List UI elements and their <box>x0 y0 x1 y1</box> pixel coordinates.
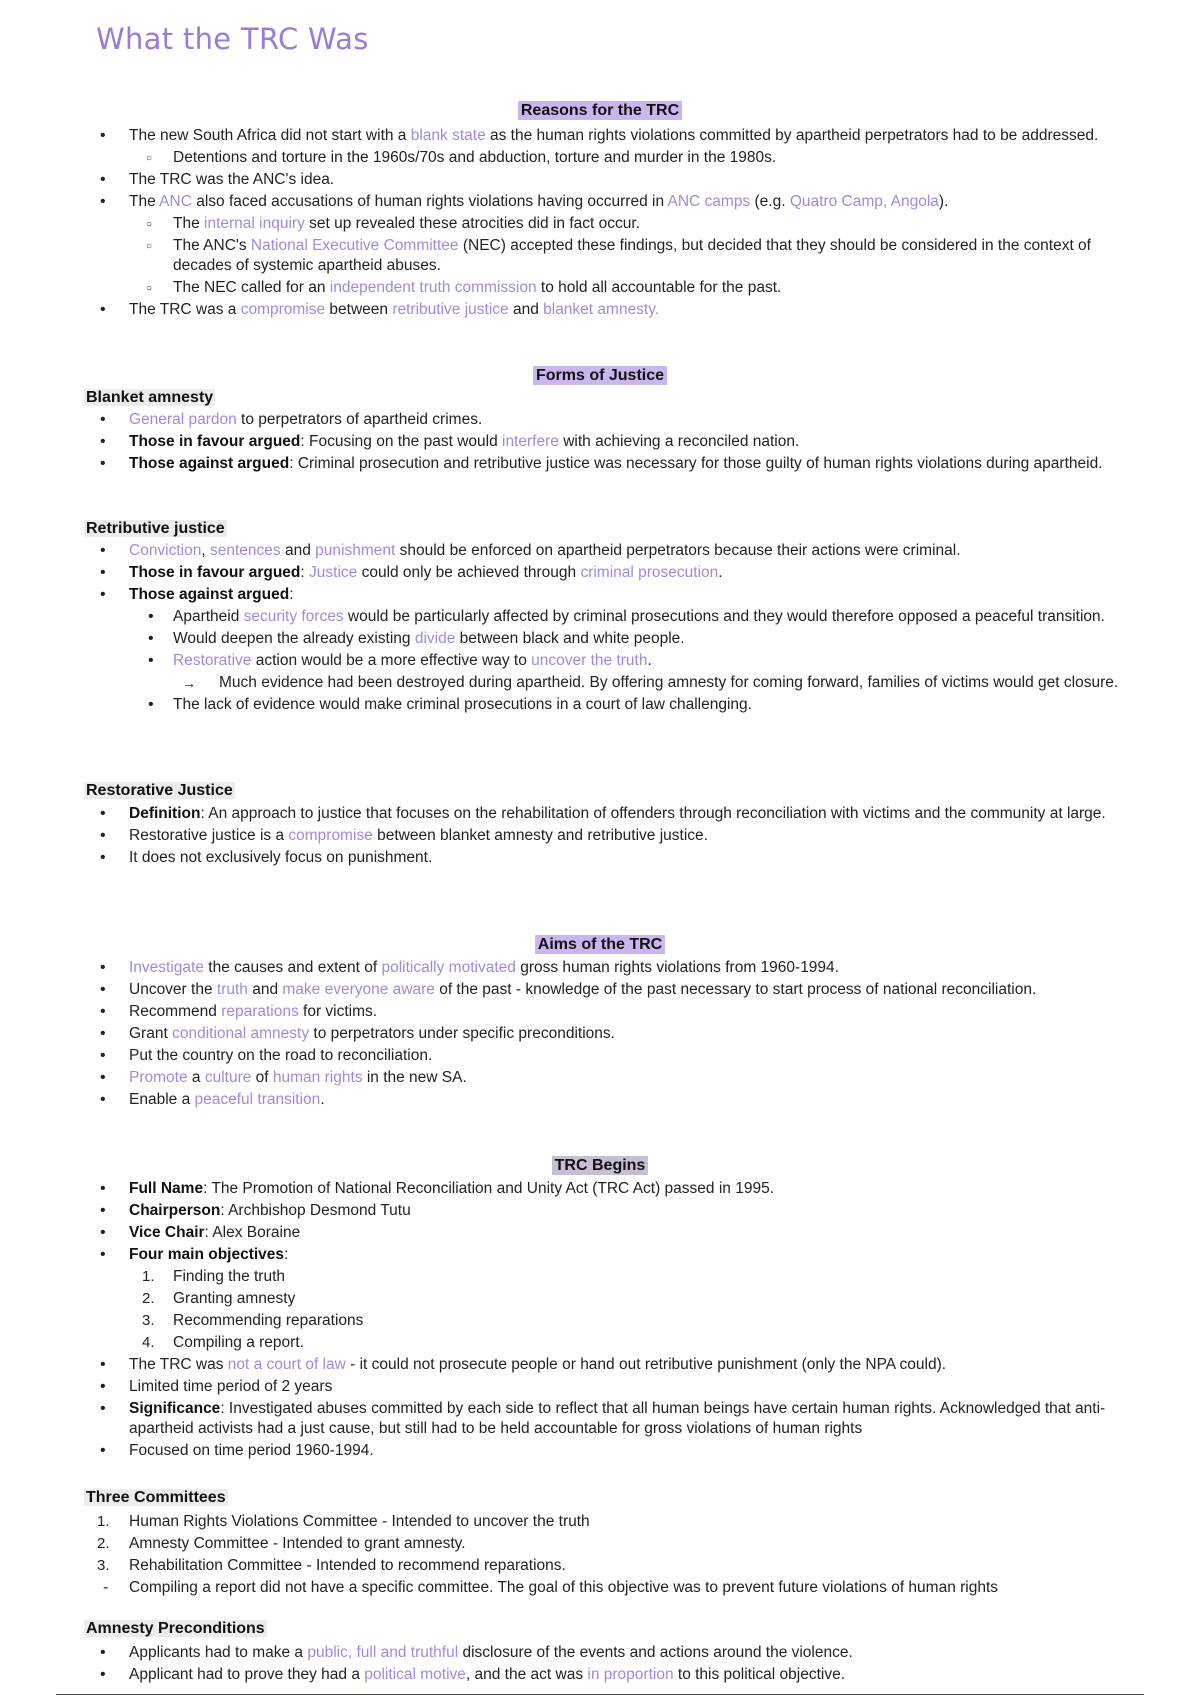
committee-item: 1. Human Rights Violations Committee - Intended to uncover the truth <box>0 1512 1200 1532</box>
objective-item: 3. Recommending reparations <box>0 1311 1200 1331</box>
aims-list <box>0 958 1200 1112</box>
committee-item: 2. Amnesty Committee - Intended to grant amnesty. <box>0 1534 1200 1554</box>
heading-reasons: Reasons for the TRC <box>0 102 1200 120</box>
list-item: • Apartheid security forces would be particularly affected by criminal prosecutions and they would therefore opposed a peaceful transition. <box>0 607 1200 627</box>
list-item: • Restorative action would be a more effective way to uncover the truth. <box>0 651 1200 671</box>
list-item: • The TRC was a compromise between retributive justice and blanket amnesty. <box>0 300 1200 320</box>
page-bottom-rule <box>56 1694 1144 1695</box>
objective-item: 4. Compiling a report. <box>0 1333 1200 1353</box>
list-item: • The ANC also faced accusations of human rights violations having occurred in ANC camps (e.g. Quatro Camp, Angola). <box>0 192 1200 212</box>
list-item: • Limited time period of 2 years <box>0 1377 1200 1397</box>
list-item: • It does not exclusively focus on punishment. <box>0 848 1200 868</box>
committees-list <box>0 1512 1200 1600</box>
list-item: • Conviction, sentences and punishment should be enforced on apartheid perpetrators because their actions were criminal. <box>0 541 1200 561</box>
list-item: • Enable a peaceful transition. <box>0 1090 1200 1110</box>
list-item: • Promote a culture of human rights in the new SA. <box>0 1068 1200 1088</box>
list-item: • Those against argued: <box>0 585 1200 605</box>
committee-note: - Compiling a report did not have a specific committee. The goal of this objective was to prevent future violations of human rights <box>0 1578 1200 1598</box>
list-item: • Focused on time period 1960-1994. <box>0 1441 1200 1461</box>
heading-aims: Aims of the TRC <box>0 936 1200 954</box>
reasons-list <box>0 126 1200 322</box>
trc-begins-list <box>0 1179 1200 1463</box>
list-item: • Definition: An approach to justice that focuses on the rehabilitation of offenders through reconciliation with victims and the community at large. <box>0 804 1200 824</box>
list-item: • Applicant had to prove they had a political motive, and the act was in proportion to this political objective. <box>0 1665 1200 1685</box>
preconditions-list <box>0 1643 1200 1687</box>
subheading-blanket: Blanket amnesty <box>86 389 214 406</box>
list-item: • Those in favour argued: Focusing on the past would interfere with achieving a reconciled nation. <box>0 432 1200 452</box>
list-item: • Uncover the truth and make everyone aware of the past - knowledge of the past necessary to start process of national reconciliation. <box>0 980 1200 1000</box>
subheading-restorative: Restorative Justice <box>86 782 233 799</box>
list-item: ○ The internal inquiry set up revealed these atrocities did in fact occur. <box>0 214 1200 234</box>
list-item: • Chairperson: Archbishop Desmond Tutu <box>0 1201 1200 1221</box>
list-item: • Those in favour argued: Justice could only be achieved through criminal prosecution. <box>0 563 1200 583</box>
page-title: What the TRC Was <box>96 22 369 56</box>
list-item: → Much evidence had been destroyed during apartheid. By offering amnesty for coming forward, families of victims would get closure. <box>0 673 1200 693</box>
list-item: • Grant conditional amnesty to perpetrators under specific preconditions. <box>0 1024 1200 1044</box>
list-item: ○ The NEC called for an independent truth commission to hold all accountable for the past. <box>0 278 1200 298</box>
subheading-preconditions: Amnesty Preconditions <box>86 1620 265 1637</box>
list-item: • Investigate the causes and extent of politically motivated gross human rights violations from 1960-1994. <box>0 958 1200 978</box>
list-item: • Significance: Investigated abuses committed by each side to reflect that all human beings have certain human rights. Acknowledged that anti-apartheid activists had a just cause, but still had to be held accountable for gross violations of human rights <box>0 1399 1200 1439</box>
subheading-committees: Three Committees <box>86 1489 226 1506</box>
list-item: • Vice Chair: Alex Boraine <box>0 1223 1200 1243</box>
subheading-retributive: Retributive justice <box>86 520 225 537</box>
heading-trc-begins: TRC Begins <box>0 1157 1200 1175</box>
list-item: ○ The ANC's National Executive Committee (NEC) accepted these findings, but decided that they should be considered in the context of decades of systemic apartheid abuses. <box>0 236 1200 276</box>
list-item: • The TRC was the ANC's idea. <box>0 170 1200 190</box>
objective-item: 1. Finding the truth <box>0 1267 1200 1287</box>
list-item: ○ Detentions and torture in the 1960s/70s and abduction, torture and murder in the 1980s. <box>0 148 1200 168</box>
list-item: • Those against argued: Criminal prosecution and retributive justice was necessary for those guilty of human rights violations during apartheid. <box>0 454 1200 474</box>
list-item: • Restorative justice is a compromise between blanket amnesty and retributive justice. <box>0 826 1200 846</box>
committee-item: 3. Rehabilitation Committee - Intended to recommend reparations. <box>0 1556 1200 1576</box>
list-item: • The new South Africa did not start with a blank state as the human rights violations committed by apartheid perpetrators had to be addressed. <box>0 126 1200 146</box>
list-item: • Would deepen the already existing divide between black and white people. <box>0 629 1200 649</box>
list-item: • The TRC was not a court of law - it could not prosecute people or hand out retributive punishment (only the NPA could). <box>0 1355 1200 1375</box>
list-item: • Applicants had to make a public, full and truthful disclosure of the events and actions around the violence. <box>0 1643 1200 1663</box>
list-item: • General pardon to perpetrators of apartheid crimes. <box>0 410 1200 430</box>
list-item: • Put the country on the road to reconciliation. <box>0 1046 1200 1066</box>
list-item: • Full Name: The Promotion of National Reconciliation and Unity Act (TRC Act) passed in 1995. <box>0 1179 1200 1199</box>
list-item: • The lack of evidence would make criminal prosecutions in a court of law challenging. <box>0 695 1200 715</box>
list-item: • Recommend reparations for victims. <box>0 1002 1200 1022</box>
blanket-list <box>0 410 1200 476</box>
list-item: • Four main objectives: <box>0 1245 1200 1265</box>
restorative-list <box>0 804 1200 870</box>
retributive-list <box>0 541 1200 717</box>
objective-item: 2. Granting amnesty <box>0 1289 1200 1309</box>
heading-forms: Forms of Justice <box>0 367 1200 385</box>
